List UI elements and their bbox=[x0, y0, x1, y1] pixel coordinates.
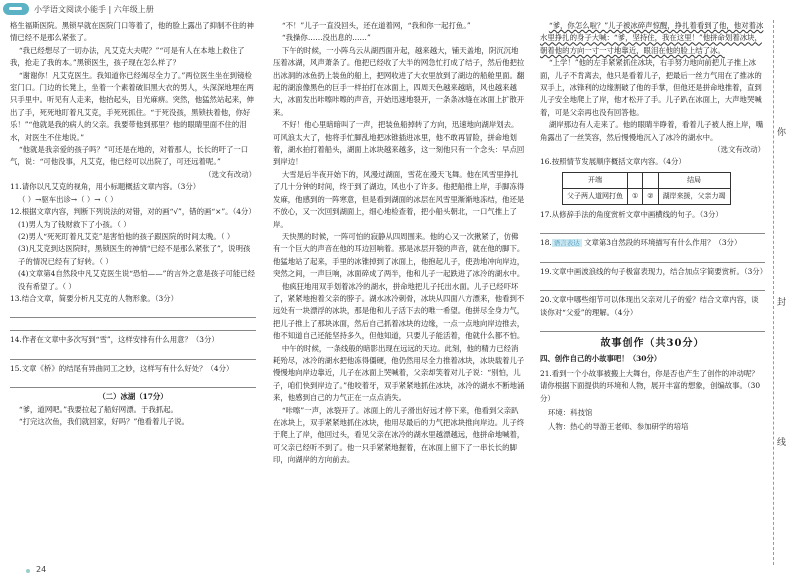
binding-dashed-line bbox=[773, 20, 774, 565]
question-12-item[interactable]: (2)男人“死死盯着凡艾克”是害怕他的孩子跟医院的时间太晚。（ ） bbox=[18, 231, 235, 241]
passage-paragraph: 他疯狂地用双手划着冰冷的湖水，拼命地把儿子托出水面。儿子已经吓坏了，紧紧地抱着父亲的脖子。湖水冰冷刺骨，冰块从四面八方漂来，他看到不远处有一块漂浮的冰块，那是他和儿子活下去的唯一希望。他拼尽全身力气，把儿子推上了那块冰面，然后自己抓着冰块的边缘，一点一点地向岸边推去，他不知道自己还能坚持多久，但他知道，只要儿子能活着，他就什么都不怕。 bbox=[273, 281, 525, 341]
passage-paragraph: 天快黑的时候，一阵可怕的寂静从四周围来。他的心又一次揪紧了，仿佛有一个巨大的声音在他的耳边回响着。那是冰层开裂的声音，就在他的脚下。他猛地站了起来，手里的冰锥掉到了冰面上，他抱起儿子，使劲地冲向岸边，突然之间，一声巨响，冰面碎成了两半，他和儿子一起跌进了冰冷的湖水中。 bbox=[273, 231, 525, 279]
question-20: 20.文章中哪些细节可以体现出父亲对儿子的爱？结合文章内容，谈谈你对“父爱”的理解。（4分） bbox=[540, 295, 759, 317]
passage-paragraph: 大雪是后半夜开始下的，风漫过湖面，雪花在漫天飞舞。他在风雪里挣扎了几十分钟的时间，终于到了湖边，风也小了许多。他把船推上岸，手脚冻得发麻，他感到的一阵寒意，但是看到湖面的冰层在风雪里渐渐地冻结，他还是不放心，又一次回到湖面上，细心地检查着，把小船头朝北，一口气推上了岸。 bbox=[273, 169, 525, 229]
answer-line[interactable] bbox=[10, 350, 256, 360]
answer-line[interactable] bbox=[10, 378, 256, 388]
question-16: 16.按照情节发展顺序概括文章内容。（4分） bbox=[540, 157, 686, 167]
question-12-item[interactable]: (4)文章第4自然段中凡艾克医生说“恐怕——”的言外之意是孩子可能已经没有希望了。（ ） bbox=[18, 269, 256, 291]
question-17: 17.从修辞手法的角度赏析文章中画横线的句子。（3分） bbox=[540, 209, 723, 219]
table-header-cell: 开端 bbox=[563, 172, 628, 188]
table-header-cell bbox=[628, 172, 643, 188]
table-header-cell: 结局 bbox=[658, 172, 730, 188]
question-12-item[interactable]: (1)男人为了钱财救下了小孩。（ ） bbox=[18, 219, 131, 229]
table-cell-blank[interactable]: ② bbox=[643, 188, 658, 204]
section-four-heading: 四、创作自己的小故事吧！（30分） bbox=[540, 354, 662, 364]
passage-paragraph: “我操你……没出息的……” bbox=[281, 33, 371, 43]
passage-paragraph: “爹，你怎么啦？”儿子被冰碎声惊醒，挣扎着看到了他，他对着冰水里挣扎的身子大喊：“爹，坚持住，我在这里！”他拼命划着冰块，朝着他的方向一寸一寸地靠近，眼泪在他的脸上结了冰。 bbox=[540, 21, 764, 55]
question-19: 19.文章中画波浪线的句子极富表现力，结合加点字简要赏析。（3分） bbox=[540, 266, 768, 276]
source-note: （选文有改动） bbox=[713, 145, 765, 155]
table-cell: 湖岸来援，父亲力竭 bbox=[658, 188, 730, 204]
answer-line[interactable] bbox=[540, 224, 765, 234]
table-cell: 父子两人道网打鱼 bbox=[563, 188, 628, 204]
question-15: 15.文章《桥》的结尾有异曲同工之妙，这样写有什么好处？（4分） bbox=[10, 363, 234, 373]
passage-paragraph: “咔嚓”一声，冰裂开了。冰面上的儿子滑出好远才停下来，他看到父亲趴在冰块上，双手紧紧地抓住冰块，他用尽最后的力气把冰块推向岸边。儿子终于爬上了岸，他回过头，看见父亲在冰冷的湖水里越漂越远，他拼命地喊着，可父亲已经听不到了。他一只手紧紧地握着，在冰面上留下了一串长长的脚印，向湖岸的方向前去。 bbox=[273, 405, 525, 465]
page-number: 24 bbox=[36, 565, 47, 574]
question-18-text: 文章第3自然段的环境描写有什么作用？（3分） bbox=[584, 238, 742, 248]
passage-paragraph: “不！”儿子一直没回头，还在道着网，“我和你一起打鱼。” bbox=[281, 21, 471, 30]
column-right bbox=[540, 20, 768, 436]
passage-paragraph: 湖岸那边有人走来了。他的眼睛半睁着，看着儿子被人抱上岸，嘴角露出了一丝笑容，然后慢慢地沉入了冰冷的湖水中。 bbox=[540, 120, 764, 142]
passage-paragraph: 下午的时候，一小阵乌云从湖西面升起，越来越大，铺天盖地，阴沉沉地压着冰湖，风声萧条了。他把已经收了大半的网急忙打成了结子，然后他把拉出冰洞的冰鱼扔上装鱼的船上，把网收进了大衣里放到了湖边的船舱里面。翻起的湖浪像黑色的巨手一样拍打在冰面上，四周天色越来越暗，风也越来越大，冰面发出咔嚓咔嚓的声音，开始迅速地裂开，一条条冰缝在冰面上扩散开来。 bbox=[273, 45, 525, 117]
answer-line[interactable] bbox=[10, 308, 256, 318]
passage-paragraph: 中午的时候，一条线般的暗影出现在远远的天边。此刻，他的精力已经消耗殆尽，冰冷的湖水把他冻得僵硬，他仍然用尽全力推着冰块，冰块载着儿子慢慢地向岸边靠近，儿子在冰面上哭喊着，父亲却笑着对儿子说：“别怕，儿子，咱们快到岸边了。”他咬着牙，双手紧紧地抓住冰块，冰冷的湖水不断地涌来，他感到自己的力气正在一点点消失。 bbox=[273, 343, 525, 403]
passage-paragraph: “爹，道网吧。”我要拉起了船好网漂。于我抓起。 bbox=[18, 404, 178, 414]
page-dot-icon bbox=[26, 569, 30, 573]
page-header bbox=[0, 0, 154, 18]
passage-paragraph: “他就是我亲爱的孩子吗？”可还是在地的，对着那人，长长的吁了一口气，说：“可他没事，凡艾克，他已经可以出院了，可还远着呢。” bbox=[10, 145, 249, 167]
section-title: （二）冰湖（17分） bbox=[98, 392, 168, 402]
answer-line[interactable] bbox=[540, 253, 765, 263]
side-mark: 封 bbox=[776, 298, 786, 308]
question-21: 21.看到一个小故事被搬上大舞台，你是否也产生了创作的冲动呢？请你根据下面提供的环境和人物，展开丰富的想象，创编故事。（30分） bbox=[540, 368, 761, 403]
question-11-blanks[interactable]: （ ）→驱车出诊→（ ）→（ ） bbox=[18, 194, 118, 204]
side-mark: 你 bbox=[776, 128, 786, 138]
question-13: 13.结合文章，简要分析凡艾克的人物形象。（3分） bbox=[10, 293, 178, 303]
passage-paragraph: “打完这次鱼，我们就回家，好吗？”他看着儿子说。 bbox=[18, 416, 190, 426]
header-title: 小学语文阅读小能手 | 六年级上册 bbox=[34, 4, 154, 14]
book-logo-icon bbox=[3, 3, 29, 15]
story-section-title: 故事创作（共30分） bbox=[600, 337, 705, 349]
passage-paragraph: 格生福斯医院。黑锁早就在医院门口等着了，他的脸上露出了抑制不住的神情已经不是那么紧张了。 bbox=[10, 21, 254, 43]
environment-label: 环境：科技馆 bbox=[548, 407, 593, 417]
passage-paragraph: “我已经想尽了一切办法，凡艾克大夫呢？”“可是有人在本地上救住了我，抢走了我的本。”黑锁医生，孩子现在怎么样了？ bbox=[10, 45, 245, 68]
side-mark: 线 bbox=[776, 438, 786, 448]
answer-line[interactable] bbox=[540, 281, 765, 291]
plot-table bbox=[562, 172, 731, 205]
character-label: 人物：热心的导游王老师、参加研学的培培 bbox=[548, 422, 689, 432]
source-note: （选文有改动） bbox=[204, 169, 256, 179]
question-18-number: 18. bbox=[540, 238, 552, 248]
passage-paragraph: 不好！他心里暗暗叫了一声，把装鱼船掉转了方向，迅速地向湖岸划去。可风浪太大了，他将手忙脚乱地把冰锥插进冰里，他不敢再冒险，拼命地划着，湖水拍打着船头，湖面上冰块越来越多，这一刻他只有一个念头：早点回到岸边！ bbox=[273, 120, 525, 167]
passage-paragraph: “谢谢你！凡艾克医生。我知道你已经竭尽全力了。”两位医生坐在到镜检室门口。门边的长凳上，坐着一个素着破旧黑大衣的男人，头深深地埋在两只手里中。听见有人走来，他抬起头，目光麻痹。突然，他猛然站起来，伸出了手，死死地盯着凡艾克，手死死抓住。“于死没孩，黑锁扶着他，你好乐！”“他就是我的病人的父亲。我要带他到那里？他的眼睛里面不住的泪水，对医生不住地说。” bbox=[10, 70, 254, 142]
answer-line[interactable] bbox=[10, 321, 256, 331]
language-tag-badge: 语言表达 bbox=[553, 239, 580, 248]
question-12-item[interactable]: (3)凡艾克到达医院时，黑锁医生的神情“已经不是那么紧张了”，说明孩子的情况已经有了好转。（ ） bbox=[18, 244, 251, 266]
question-18 bbox=[540, 237, 765, 249]
passage-paragraph: “上学！”他的左手紧紧抓住冰块，右手努力地向前把儿子推上冰面，儿子不肯离去，他只是看着儿子，把最后一丝力气用在了推冰的双手上，冰锋利的边缘割破了他的手掌，但他还是拼命地推着，直到儿子安全地爬上了岸，他才松开了手。儿子趴在冰面上，大声地哭喊着，可是父亲再也没有回答他。 bbox=[540, 58, 762, 117]
question-14: 14.作者在文章中多次写到“雪”，这样安排有什么用意？（3分） bbox=[10, 335, 219, 345]
answer-line[interactable] bbox=[540, 322, 765, 332]
question-12: 12.根据文章内容，判断下列说法的对错，对的画“√”，错的画“×”。（4分） bbox=[10, 207, 256, 217]
column-middle bbox=[273, 20, 525, 467]
column-left bbox=[10, 20, 256, 428]
table-cell-blank[interactable]: ① bbox=[628, 188, 643, 204]
question-11: 11.请你以凡艾克的视角，用小标题概括文章内容。（3分） bbox=[10, 182, 201, 192]
table-header-cell bbox=[643, 172, 658, 188]
